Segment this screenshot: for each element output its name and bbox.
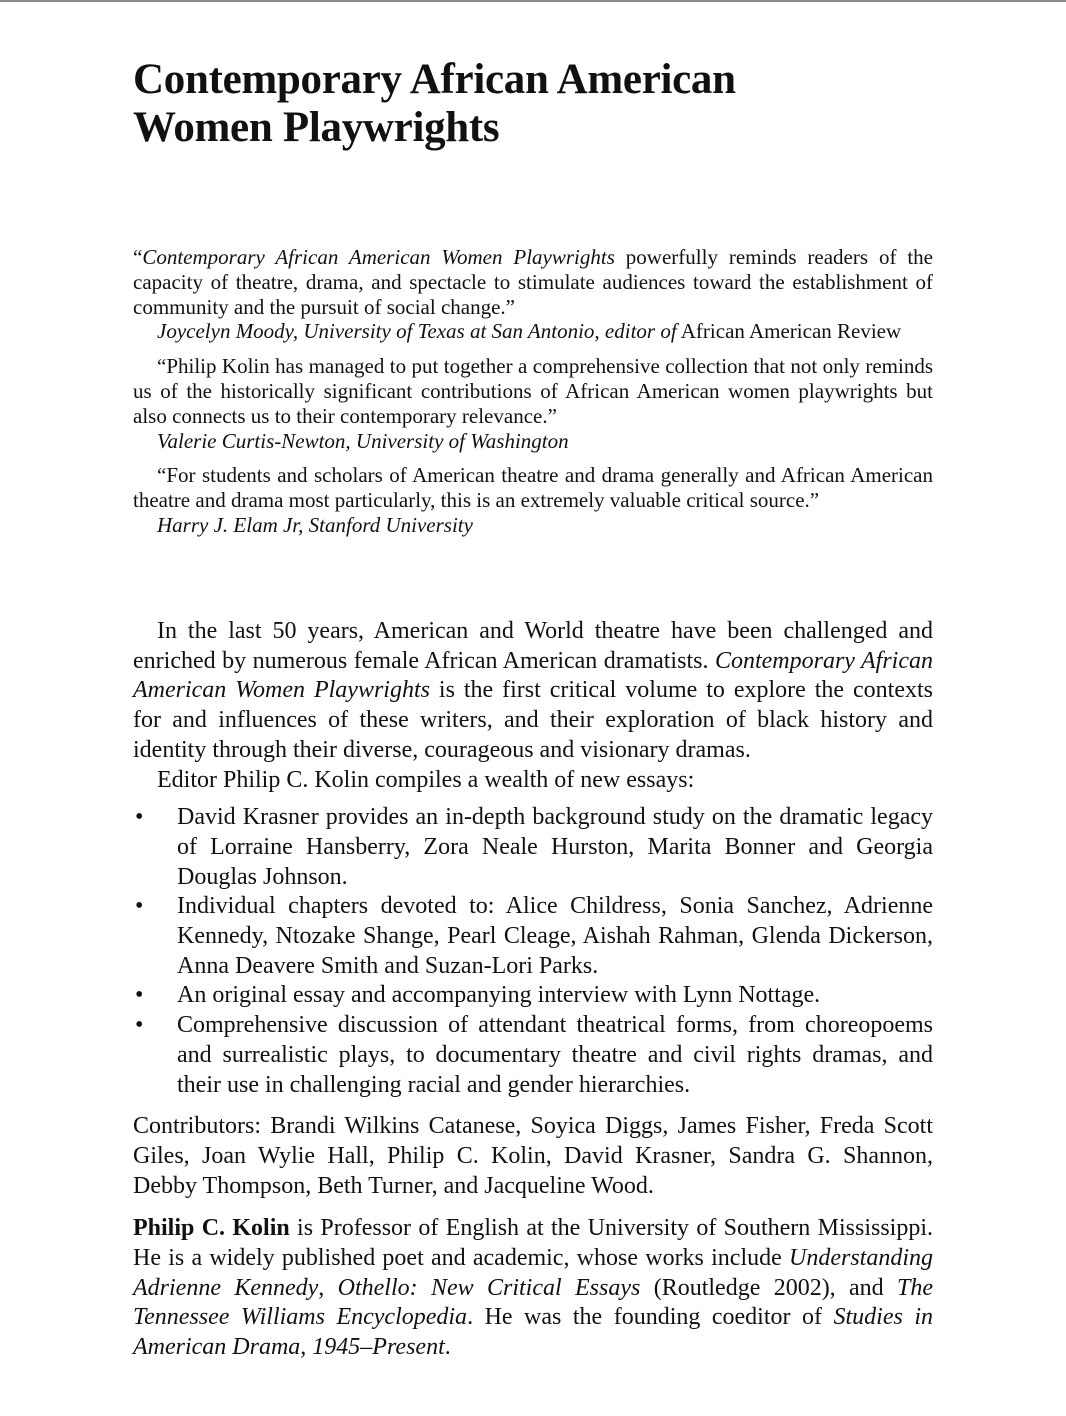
endorsement-quote: “Contemporary African American Women Playwrights powerfully reminds readers of the capacity of theatre, drama, and spectacle to stimulate audiences toward the establishment of community and the pursuit of social change.” bbox=[133, 245, 933, 319]
bullet-icon: • bbox=[135, 982, 144, 1009]
editor-name: Philip C. Kolin bbox=[133, 1215, 290, 1242]
essay-list bbox=[133, 803, 933, 1100]
endorsement-attribution: Joycelyn Moody, University of Texas at San Antonio, editor of African American Review bbox=[157, 319, 902, 344]
list-item: • Individual chapters devoted to: Alice Childress, Sonia Sanchez, Adrienne Kennedy, Ntozake Shange, Pearl Cleage, Aishah Rahman, Glenda Dickerson, Anna Deavere Smith and Suzan-Lori Parks. bbox=[135, 893, 933, 979]
endorsement-2 bbox=[133, 354, 933, 453]
endorsement-attribution: Valerie Curtis-Newton, University of Washington bbox=[157, 428, 569, 453]
list-item: • David Krasner provides an in-depth background study on the dramatic legacy of Lorraine Hansberry, Zora Neale Hurston, Marita Bonner and Georgia Douglas Johnson. bbox=[135, 804, 933, 890]
bullet-icon: • bbox=[135, 1012, 144, 1039]
title-line-2: Women Playwrights bbox=[133, 104, 500, 151]
bullet-icon: • bbox=[135, 893, 144, 920]
list-item: • An original essay and accompanying interview with Lynn Nottage. bbox=[133, 981, 933, 1011]
top-border bbox=[0, 0, 1066, 2]
endorsement-3 bbox=[133, 463, 933, 537]
bullet-icon: • bbox=[135, 804, 144, 831]
endorsement-quote: “For students and scholars of American theatre and drama generally and African American theatre and drama most particularly, this is an extremely valuable critical source.” bbox=[133, 463, 933, 513]
book-title bbox=[133, 56, 736, 152]
title-line-1: Contemporary African American bbox=[133, 56, 736, 103]
endorsement-quote: “Philip Kolin has managed to put together a comprehensive collection that not only reminds us of the historically significant contributions of African American women playwrights but also connects us to their contemporary relevance.” bbox=[133, 354, 933, 428]
list-item: • Comprehensive discussion of attendant theatrical forms, from choreopoems and surrealistic plays, to documentary theatre and civil rights dramas, and their use in challenging racial and gender hierarchies. bbox=[135, 1012, 933, 1098]
main-description bbox=[133, 617, 933, 1363]
intro-paragraph: In the last 50 years, American and World theatre have been challenged and enriched by numerous female African American dramatists. Contemporary African American Women Playwrights is the first critical volume to explore the contexts for and influences of these writers, and their exploration of black history and identity through their diverse, courageous and visionary dramas. bbox=[133, 618, 933, 763]
endorsements bbox=[133, 245, 933, 548]
contributors-paragraph: Contributors: Brandi Wilkins Catanese, Soyica Diggs, James Fisher, Freda Scott Giles, Joan Wylie Hall, Philip C. Kolin, David Krasner, Sandra G. Shannon, Debby Thompson, Beth Turner, and Jacqueline Wood. bbox=[133, 1113, 933, 1199]
endorsement-attribution: Harry J. Elam Jr, Stanford University bbox=[157, 512, 473, 537]
editor-bio: Philip C. Kolin is Professor of English at the University of Southern Mississippi. He is a widely published poet and academic, whose works include Understanding Adrienne Kennedy, Othello: New Critical Essays (Routledge 2002), and The Tennessee Williams Encyclopedia. He was the founding coeditor of Studies in American Drama, 1945–Present. bbox=[133, 1215, 934, 1361]
intro-lead: Editor Philip C. Kolin compiles a wealth of new essays: bbox=[157, 766, 695, 793]
endorsement-1 bbox=[133, 245, 933, 344]
